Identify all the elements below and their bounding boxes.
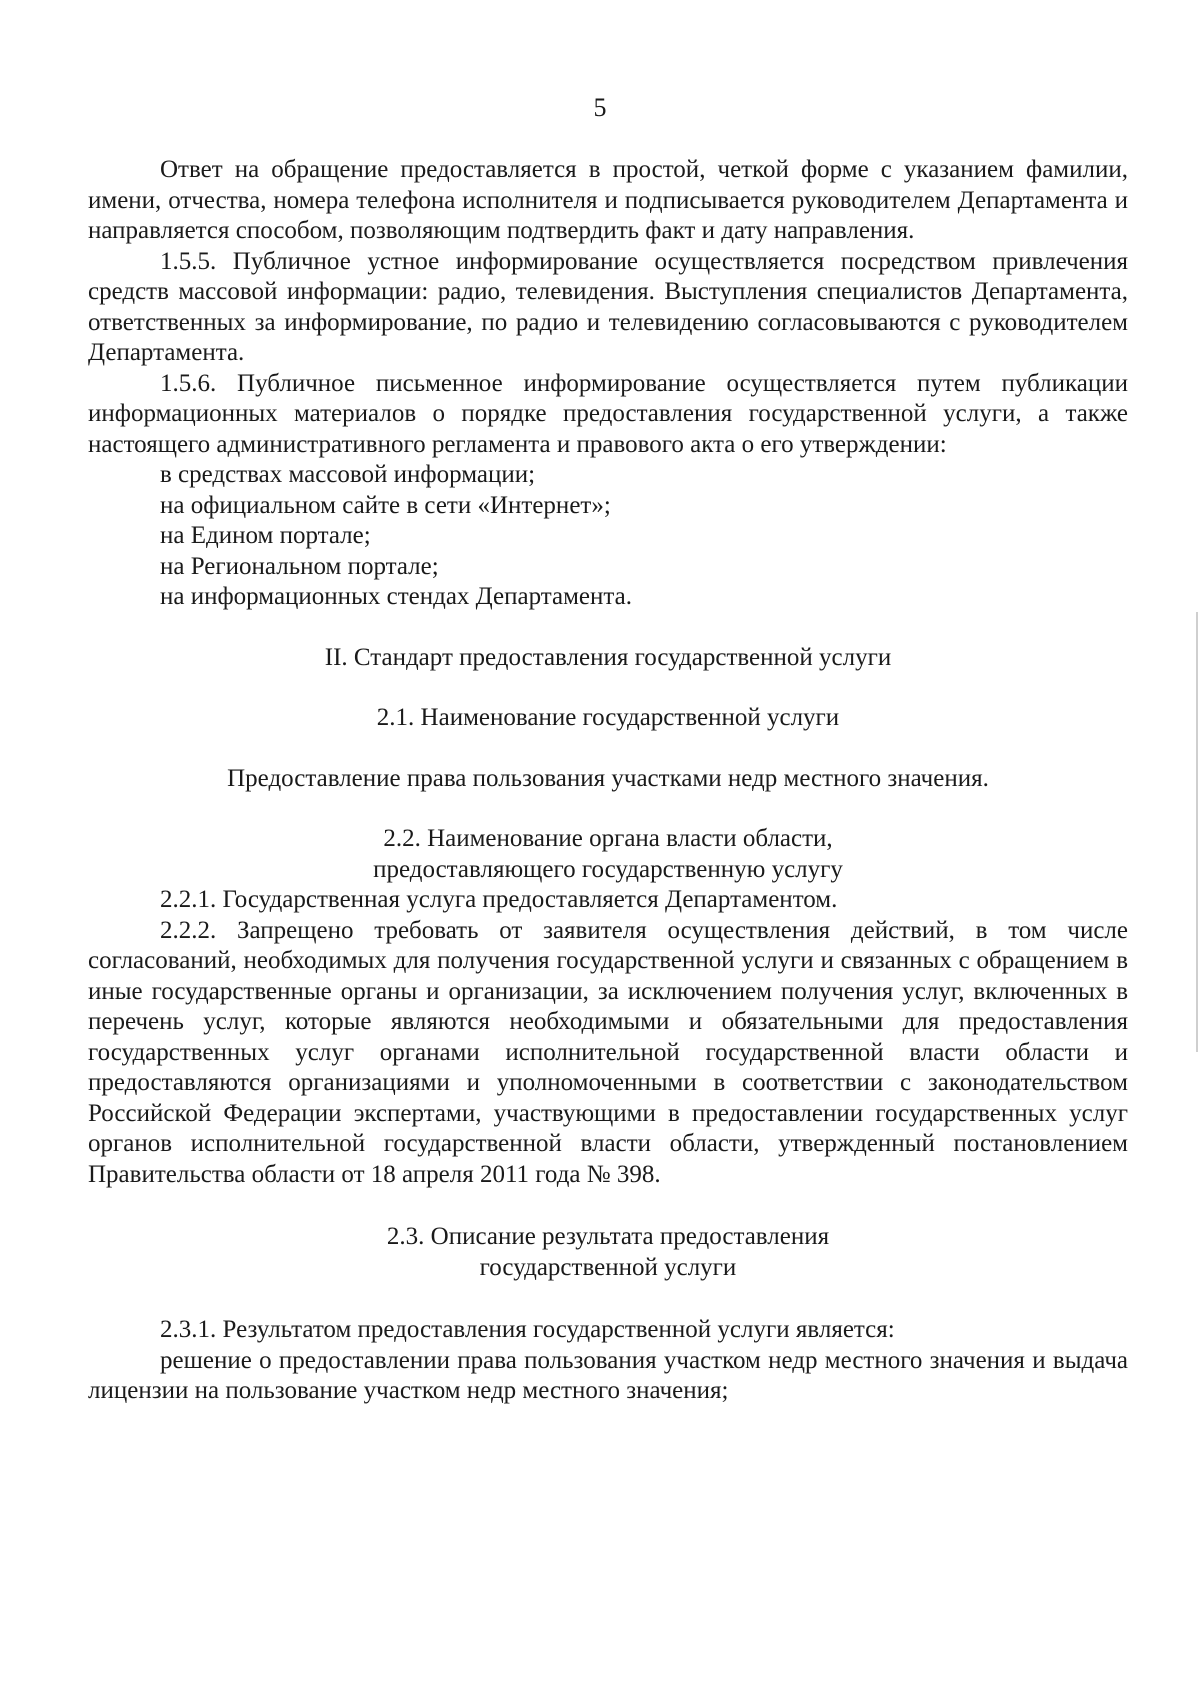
- subsection-heading-2-2-line2: предоставляющего государственную услугу: [373, 855, 843, 883]
- document-body: [88, 155, 1128, 1407]
- paragraph-2-2-2: 2.2.2. Запрещено требовать от заявителя осуществления действий, в том числе согласований, необходимых для получения государственной услуги и связанных с обращением в иные государственные органы и организации, за исключением получения услуг, включенных в перечень услуг, которые являются необходимыми и обязательными для предоставления государственных услуг органами исполнительной государственной власти области и предоставляются организациями и уполномоченными в соответствии с законодательством Российской Федерации экспертами, участвующими в предоставлении государственных услуг органов исполнительной государственной власти области, утвержденный постановлением Правительства области от 18 апреля 2011 года № 398.: [88, 916, 1128, 1188]
- subsection-heading-2-3-line2: государственной услуги: [479, 1253, 737, 1281]
- service-name: Предоставление права пользования участками недр местного значения.: [227, 764, 989, 792]
- paragraph-2-3-1: 2.3.1. Результатом предоставления государственной услуги является:: [160, 1316, 895, 1343]
- paragraph-2-2-1: 2.2.1. Государственная услуга предоставляется Департаментом.: [160, 886, 838, 913]
- section-heading-2: II. Стандарт предоставления государственной услуги: [324, 643, 892, 671]
- subsection-heading-2-3-line1: 2.3. Описание результата предоставления: [386, 1223, 830, 1250]
- paragraph-1-5-5: 1.5.5. Публичное устное информирование осуществляется посредством привлечения средств массовой информации: радио, телевидения. Выступления специалистов Департамента, ответственных за информирование, по радио и телевидению согласовываются с руководителем Департамента.: [88, 247, 1128, 366]
- paragraph-1-5-6: 1.5.6. Публичное письменное информирование осуществляется путем публикации информационных материалов о порядке предоставления государственной услуги, а также настоящего административного регламента и правового акта о его утверждении:: [88, 369, 1128, 458]
- subsection-heading-2-2-line1: 2.2. Наименование органа власти области,: [383, 825, 833, 852]
- list-item: на Едином портале;: [160, 522, 371, 549]
- list-item: на Региональном портале;: [160, 552, 439, 580]
- list-item: на информационных стендах Департамента.: [160, 583, 632, 610]
- list-item: в средствах массовой информации;: [160, 461, 536, 488]
- page-number: 5: [593, 93, 607, 122]
- paragraph-2-3-1-item: решение о предоставлении права пользования участком недр местного значения и выдача лицензии на пользование участком недр местного значения;: [88, 1346, 1128, 1404]
- scan-edge-line: [1196, 612, 1198, 1052]
- paragraph-response-form: Ответ на обращение предоставляется в простой, четкой форме с указанием фамилии, имени, отчества, номера телефона исполнителя и подписывается руководителем Департамента и направляется способом, позволяющим подтвердить факт и дату направления.: [88, 156, 1128, 244]
- subsection-heading-2-1: 2.1. Наименование государственной услуги: [376, 704, 840, 731]
- list-item: на официальном сайте в сети «Интернет»;: [160, 491, 611, 519]
